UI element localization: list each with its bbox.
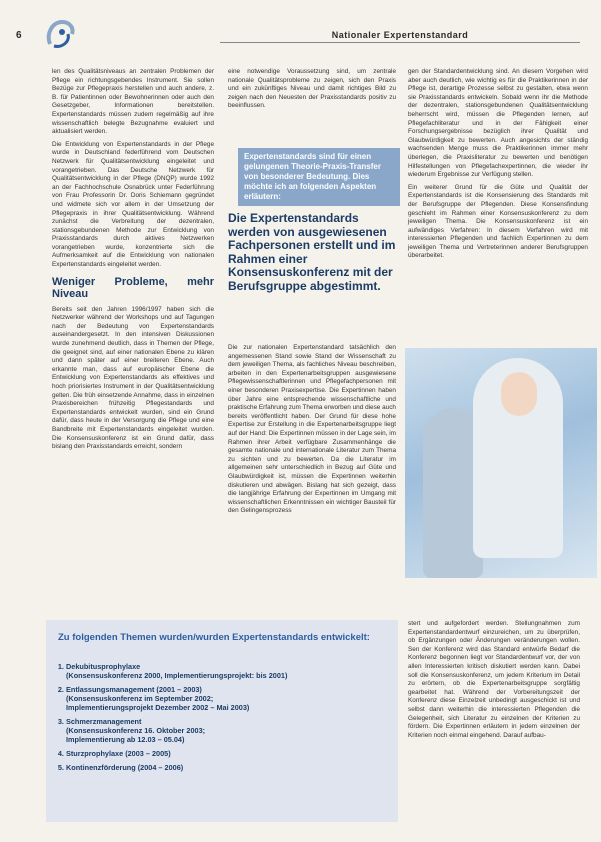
section-heading: Weniger Probleme, mehr Niveau: [52, 275, 214, 300]
paragraph: eine notwendige Voraussetzung sind, um zentrale nationale Qualitätsprobleme zu zeigen, sich den Praxis und ein zukünftiges Niveau und damit richtiges Bild zu zeigen nach den Neuesten der Praxisstandards positiv zu beeinflussen.: [228, 68, 396, 110]
topic-detail: Implementierung ab 12.03 – 05.04): [66, 735, 185, 744]
list-item: [66, 763, 386, 772]
paragraph: Die zur nationalen Expertenstandard tatsächlich den angemessenen Stand sowie Stand der Wissenschaft zu dem jeweiligen Thema, als fachliches Niveau beschreiben, arbeiten in den Expertenarbeitsgruppen ausgewiesene Pflegewissenschaftlerinnen und Pflegefachpersonen mit einer besonderen Praxisexpertise. Die Expertinnen haben über Jahre eine entsprechende wissenschaftliche und praktische Erfahrung zum Thema erworben und diese auch bereits veröffentlicht haben. Der Grund für diese hohe Expertise zur Erstellung in die Expertenarbeitsgruppe liegt auf der Hand: Die Expertinnen müssen in der Lage sein, im Rahmen ihrer Arbeit verfügbare Zusammenhänge die gesamte nationale und internationale Literatur zum Thema zu sichten und zu bewerten. Da die Literatur im allgemeinen sehr unterschiedlich in Bezug auf Güte und Glaubwürdigkeit ist, müssen die Expertinnen weiterhin diskutieren und abwägen. Bislang hat sich gezeigt, dass die langjährige Erfahrung der Expertinnen im Umgang mit wissenschaftlichen Erkenntnissen ein wichtiger Bausteil für den Gelingensprozess: [228, 344, 396, 515]
paragraph: len des Qualitätsniveaus an zentralen Problemen der Pflege ein richtungsgebendes Instrument. Sie sollen Bezüge zur Pflegepraxis herstellen und auch andere, z. B. für Patientinnen oder Bewohnerinnen oder auch den Gesetzgeber, Informationen bereitstellen. Expertenstandards müssen zudem regelmäßig auf ihre wissenschaftlich belegte Bezugnahme evaluiert und aktualisiert werden.: [52, 68, 214, 136]
topics-box-title: Zu folgenden Themen wurden/wurden Expertenstandards entwickelt:: [58, 632, 370, 643]
text-column-2-lower: [228, 344, 396, 520]
paragraph: Ein weiterer Grund für die Güte und Qualität der Expertenstandards ist die Konsensierung des Standards mit der Berufsgruppe der Pflegenden. Diese Konsensfindung geschieht im Rahmen einer Konsensuskonferenz zu dem jeweiligen Thema. Die Konsensuskonferenz ist ein aufwändiges Verfahren: In diesem Verfahren wird mit interessierten Pflegenden und fachlich Expertinnen zu dem jeweiligen Thema und Vertreterinnen anderer Berufsgruppen überarbeitet.: [408, 183, 588, 260]
series-title: Nationaler Expertenstandard: [220, 30, 580, 43]
dnqp-logo-icon: [40, 14, 80, 54]
text-column-2: [228, 68, 396, 115]
page-header: [0, 0, 601, 64]
nurses-photo: [405, 348, 597, 578]
topic-title: 5. Kontinenzförderung (2004 – 2006): [66, 763, 184, 772]
list-item: [66, 717, 386, 744]
topic-detail: Implementierungsprojekt Dezember 2002 – Mai 2003): [66, 703, 250, 712]
paragraph: Bereits seit den Jahren 1996/1997 haben sich die Netzwerker während der Workshops und auf Tagungen nach der Bedeutung von Expertenstandards auseinandergesetzt. In den intensiven Diskussionen wurde zunehmend deutlich, dass in Themen der Pflege, die geeignet sind, auf einer nationalen Ebene zu klären und dann später auf einer breiteren Ebene. Auch erkannte man, dass auf europäischer Ebene die Entwicklung von Expertenstandards als effektives und hoch priorisiertes Instrument in der Qualitätsentwicklung gelten. Die früh einsetzende Annahme, dass in einzelnen Praxisbereichen frühzeitig Pflegestandards und Expertenstandards entwickelt wurden, sind ein Grund dafür, dass heute in der Versorgung die Pflege und eine Bandbreite mit Expertenstandards eingeleitet wurden. Die Konsensuskonferenz ist ein Grund dafür, dass bislang den Praxisstandards erreicht, sondern: [52, 305, 214, 451]
text-column-3: [408, 68, 588, 265]
list-item: [66, 662, 386, 680]
text-column-1: [52, 68, 214, 456]
photo-face: [501, 372, 537, 416]
callout-box: Expertenstandards sind für einen gelungenen Theorie-Praxis-Transfer von besonderer Bedeutung. Dies möchte ich an folgenden Aspekten erläutern:: [238, 148, 400, 206]
topics-list: [50, 662, 386, 777]
list-item: [66, 685, 386, 712]
pull-quote: Die Expertenstandards werden von ausgewiesenen Fachpersonen erstellt und im Rahmen einer Konsensuskonferenz mit der Berufsgruppe abgestimmt.: [228, 211, 396, 293]
topic-detail: (Konsensuskonferenz 16. Oktober 2003;: [66, 726, 206, 735]
paragraph: Die Entwicklung von Expertenstandards in der Pflege wurde in Deutschland federführend vom Deutschen Netzwerk für Qualitätsentwicklung eingeleitet und vorangetrieben. Das Deutsche Netzwerk für Qualitätsentwicklung in der Pflege (DNQP) wurde 1992 an der Fachhochschule Osnabrück unter Federführung von Frau Professorin Dr. Doris Schiemann gegründet und widmete sich vor allem in der Umsetzung der Pflegepraxis in ihrer Qualitätsentwicklung. Während zunächst die Verbreitung der dezentralen, stationsgebundenen Methode zur Entwicklung von Praxisstandards durch aktives Netzwerken vorangetrieben wurde, konzentrierte sich die Aufmerksamkeit auf die Entwicklung von nationalen Expertenstandards eingeleitet werden.: [52, 140, 214, 269]
topic-title: 4. Sturzprophylaxe (2003 – 2005): [66, 749, 171, 758]
topic-title: 3. Schmerzmanagement: [66, 717, 142, 726]
topic-title: 1. Dekubitusprophylaxe: [66, 662, 141, 671]
topic-detail: (Konsensuskonferenz 2000, Implementierungsprojekt: bis 2001): [66, 671, 288, 680]
list-item: [66, 749, 386, 758]
topic-detail: (Konsensuskonferenz im September 2002;: [66, 694, 214, 703]
page-number: 6: [16, 30, 22, 41]
paragraph: gen der Standardentwicklung sind. An diesem Vorgehen wird aber auch deutlich, wie wichtig es für die Praktikerinnen in der Pflege ist, derartige Prozesse selbst zu gestalten, etwa wenn sie Praxisstandards entwickeln. Sobald wenn ihr die Methode der dezentralen, stationsgebundenen Qualitätsentwicklung beherrscht wird, müssen die Pflegenden lernen, auf Pflegefachliteratur und in der Fähigkeit einer Forschungsergebnisse bezüglich ihrer Qualität und Glaubwürdigkeit zu bewerten. Auch angesichts der ständig wachsenden Menge muss die Praktikerinnen immer mehr überlegen, die Praxisliteratur zu bewerten und benötigen Hilfestellungen von Pflegefachexpertinnen, die wieder ihr wiederum Ergebnisse zur Verfügung stellen.: [408, 68, 588, 179]
text-column-3-lower: [408, 620, 580, 744]
topic-title: 2. Entlassungsmanagement (2001 – 2003): [66, 685, 202, 694]
topics-box: [46, 620, 398, 822]
paragraph: stert und aufgefordert werden. Stellungnahmen zum Expertenstandardentwurf einzureichen, um zu überprüfen, ob Ergänzungen oder Änderungen veränderungen wollen. Sen der Konferenz wird das Standard entwürfe Bedarf die Konferenz begonnen liegt vor Standardentwurf vor, der von allen Interessierten kritisch diskutiert werden kann. Dabei soll die Konsensuskonferenz, um jedem Kriterium im Detail zu erörtern, ob die Expertenarbeitsgruppe sorgfältig gearbeitet hat. Während der Vorbereitungszeit der Konferenz diese Einzelzeit unbedingt ausgeschickt ist und selbst dann weiterhin die interessierten Pflegenden die Gelegenheit, sich Literatur zu einzelnen der Kriterien zu fördern. Die Expertinnen erläutern in jedem einzelnen der Kriterien noch einmal eingehend. Darauf aufbau-: [408, 620, 580, 739]
